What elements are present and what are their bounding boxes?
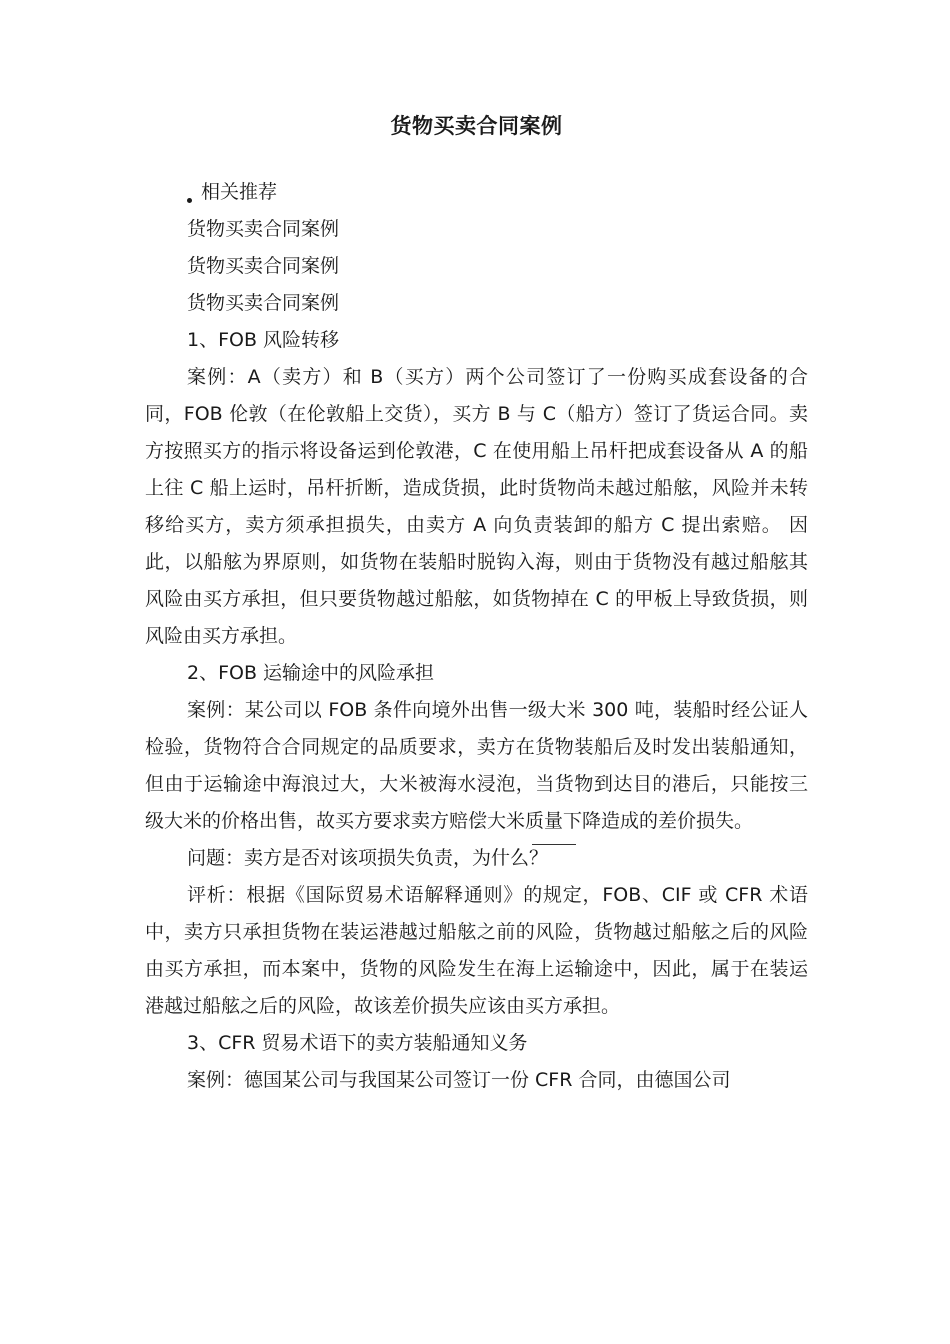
text-overline xyxy=(532,844,576,845)
analysis-paragraph: 评析：根据《国际贸易术语解释通则》的规定，FOB、CIF 或 CFR 术语中，卖方只承担货物在装运港越过船舷之前的风险，货物越过船舷之后的风险由买方承担，而本案中，货物的风险发生在海上运输途中，因此，属于在装运港越过船舷之后的风险，故该差价损失应该由买方承担。 xyxy=(145,884,808,1017)
question-paragraph: 问题：卖方是否对该项损失负责，为什么？ xyxy=(187,847,549,869)
section-paragraph: 案例：某公司以 FOB 条件向境外出售一级大米 300 吨，装船时经公证人检验，货物符合合同规定的品质要求，卖方在货物装船后及时发出装船通知，但由于运输途中海浪过大，大米被海水浸泡，当货物到达目的港后，只能按三级大米的价格出售，故买方要求卖方赔偿大米质量下降造成的差价损失。 xyxy=(145,699,808,832)
section-heading: 1、FOB 风险转移 xyxy=(187,329,340,351)
section-paragraph: 案例：德国某公司与我国某公司签订一份 CFR 合同，由德国公司 xyxy=(187,1069,731,1091)
section-heading: 2、FOB 运输途中的风险承担 xyxy=(187,662,435,684)
document-page xyxy=(145,108,808,1099)
related-heading xyxy=(145,174,808,211)
related-heading-label: 相关推荐 xyxy=(201,181,278,203)
question-wrap xyxy=(145,840,808,877)
related-link[interactable]: 货物买卖合同案例 xyxy=(187,255,340,277)
bullet-icon xyxy=(187,198,192,203)
document-title: 货物买卖合同案例 xyxy=(390,114,563,138)
section-paragraph: 案例：A（卖方）和 B（买方）两个公司签订了一份购买成套设备的合同，FOB 伦敦（在伦敦船上交货），买方 B 与 C（船方）签订了货运合同。卖方按照买方的指示将设备运到伦敦港，C 在使用船上吊杆把成套设备从 A 的船上往 C 船上运时，吊杆折断，造成货损，此时货物尚未越过船舷，风险并未转移给买方，卖方须承担损失，由卖方 A 向负责装卸的船方 C 提出索赔。 因此，以船舷为界原则，如货物在装船时脱钩入海，则由于货物没有越过船舷其风险由买方承担，但只要货物越过船舷，如货物掉在 C 的甲板上导致货损，则风险由买方承担。 xyxy=(145,366,808,647)
related-link[interactable]: 货物买卖合同案例 xyxy=(187,218,340,240)
related-link[interactable]: 货物买卖合同案例 xyxy=(187,292,340,314)
section-heading: 3、CFR 贸易术语下的卖方装船通知义务 xyxy=(187,1032,528,1054)
